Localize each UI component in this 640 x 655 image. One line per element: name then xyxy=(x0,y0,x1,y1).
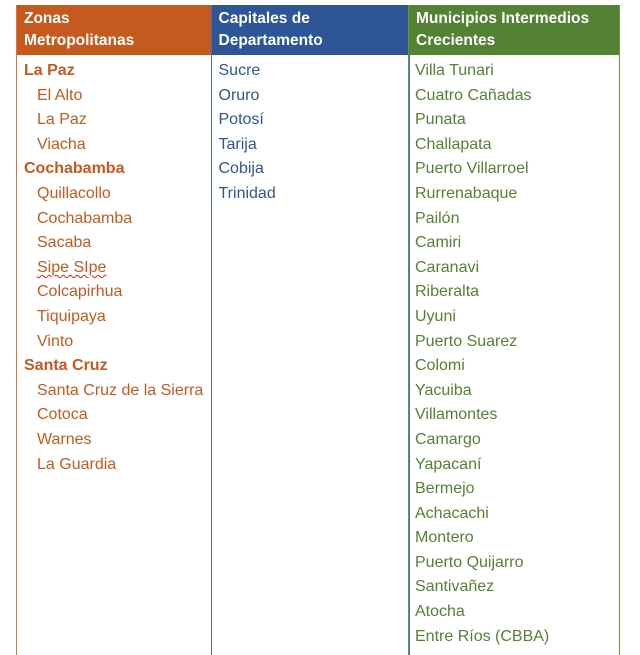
list-item: Riberalta xyxy=(415,283,480,301)
list-item: Cochabamba xyxy=(37,209,133,227)
header-line: Zonas xyxy=(24,10,70,27)
column-header-capitales xyxy=(212,5,409,55)
list-item: Camiri xyxy=(415,234,462,252)
list-item: Cuatro Cañadas xyxy=(415,86,532,104)
list-item: Caranavi xyxy=(415,258,480,276)
list-item: Achacachi xyxy=(415,504,489,522)
header-line: Departamento xyxy=(218,32,323,49)
list-item: Viacha xyxy=(37,135,86,153)
list-item: Oruro xyxy=(218,86,260,104)
list-item: Sacaba xyxy=(37,234,92,252)
list-item: Santa Cruz de la Sierra xyxy=(37,381,204,399)
column-zonas-metropolitanas xyxy=(16,5,212,655)
municipios-list xyxy=(409,55,619,649)
list-item: Quillacollo xyxy=(37,184,111,202)
list-item: Colcapirhua xyxy=(37,283,123,301)
list-item: Villa Tunari xyxy=(415,62,494,79)
list-item: Camargo xyxy=(415,430,481,448)
list-item: Sucre xyxy=(218,62,261,79)
group-title-la-paz: La Paz xyxy=(24,62,75,79)
list-item: Yacuiba xyxy=(415,381,472,399)
list-item: La Paz xyxy=(37,111,87,129)
list-item: Entre Ríos (CBBA) xyxy=(415,627,550,645)
municipalities-table xyxy=(16,5,622,655)
list-item: Cotoca xyxy=(37,406,88,424)
list-item: Yapacaní xyxy=(415,455,482,473)
group-title-cochabamba: Cochabamba xyxy=(24,160,125,178)
column-header-zonas-metropolitanas xyxy=(17,5,211,55)
list-item: Pailón xyxy=(415,209,460,227)
list-item: Villamontes xyxy=(415,406,498,424)
list-item: El Alto xyxy=(37,86,83,104)
list-item: Rurrenabaque xyxy=(415,184,518,202)
column-capitales-de-departamento xyxy=(211,5,410,655)
list-item: Colomi xyxy=(415,357,465,375)
header-line: Municipios Intermedios xyxy=(416,10,590,27)
list-item: Puerto Quijarro xyxy=(415,553,524,571)
column-municipios-intermedios xyxy=(408,5,620,655)
list-item: Cobija xyxy=(218,160,264,178)
list-item: Punata xyxy=(415,111,466,129)
header-line: Capitales de xyxy=(218,10,310,27)
list-item: Uyuni xyxy=(415,307,456,325)
list-item: Puerto Villarroel xyxy=(415,160,529,178)
list-item: Warnes xyxy=(37,430,92,448)
header-line: Metropolitanas xyxy=(24,32,135,49)
list-item: Potosí xyxy=(218,111,264,129)
list-item: Puerto Suarez xyxy=(415,332,518,350)
list-item: Santivañez xyxy=(415,578,495,596)
capitales-list xyxy=(212,55,409,207)
list-item: La Guardia xyxy=(37,455,117,473)
list-item: Challapata xyxy=(415,135,492,153)
list-item: Trinidad xyxy=(218,184,276,202)
list-item: Tarija xyxy=(218,135,257,153)
list-item: Vinto xyxy=(37,332,74,350)
metro-list xyxy=(17,55,211,477)
list-item-text: Sipe SIpe xyxy=(37,258,107,276)
header-line: Crecientes xyxy=(416,32,496,49)
list-item: Montero xyxy=(415,529,474,547)
list-item: Bermejo xyxy=(415,480,475,498)
list-item: Tiquipaya xyxy=(37,307,106,325)
list-item: Atocha xyxy=(415,603,465,621)
list-item-spellcheck xyxy=(17,256,211,281)
column-header-municipios xyxy=(409,5,619,55)
group-title-santa-cruz: Santa Cruz xyxy=(24,357,108,375)
